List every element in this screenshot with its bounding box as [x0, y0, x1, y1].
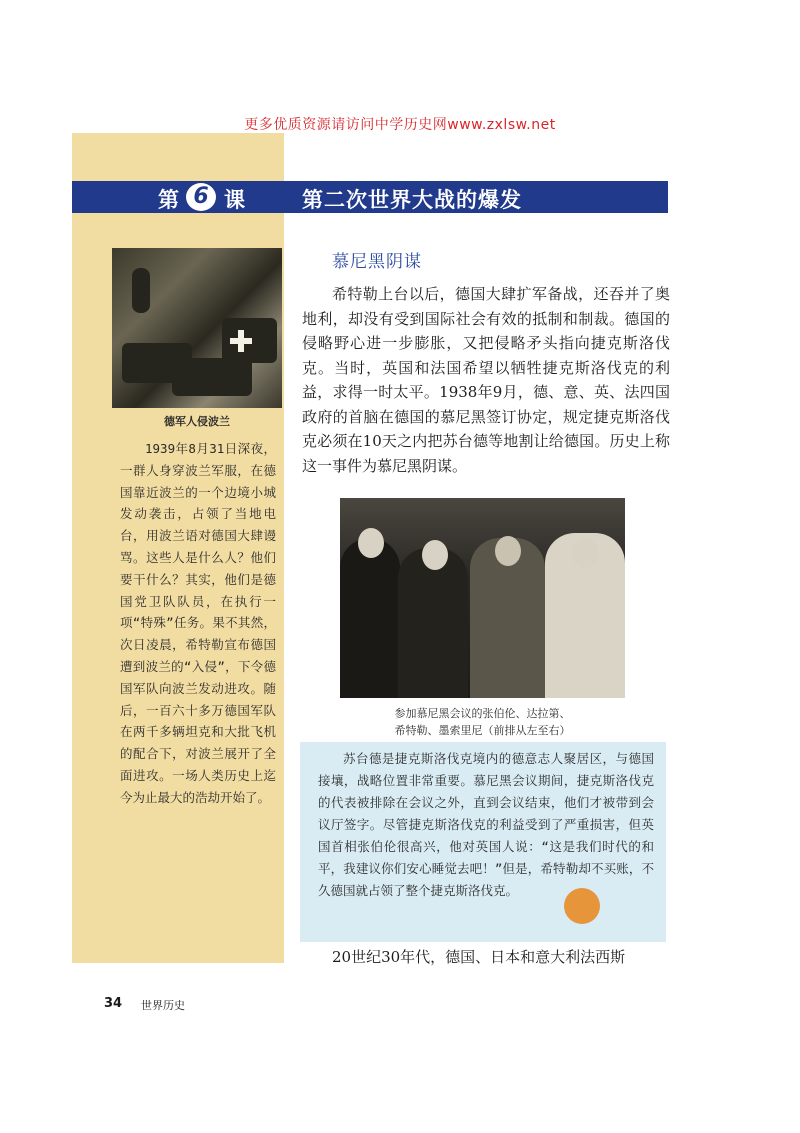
page-number: 34: [104, 996, 123, 1011]
stamp-logo: [564, 888, 600, 924]
german-invasion-photo: [112, 248, 282, 408]
info-box-text: 苏台德是捷克斯洛伐克境内的德意志人聚居区，与德国接壤，战略位置非常重要。慕尼黑会议期间，捷克斯洛伐克的代表被排除在会议之外，直到会议结束，他们才被带到会议厅签字。尽管捷克斯洛伐克的利益受到了严重损害，但英国首相张伯伦很高兴，他对英国人说：“这是我们时代的和平，我建议你们安心睡觉去吧！”但是，希特勒却不买账，不久德国就占领了整个捷克斯洛伐克。: [318, 751, 654, 898]
photo-caption-line-2: 希特勒、墨索里尼（前排从左至右）: [394, 724, 571, 737]
main-paragraph: 希特勒上台以后，德国大肆扩军备战，还吞并了奥地利，却没有受到国际社会有效的抵制和制裁。德国的侵略野心进一步膨胀，又把侵略矛头指向捷克斯洛伐克。当时，英国和法国希望以牺牲捷克斯洛伐克的利益，求得一时太平。1938年9月，德、意、英、法四国政府的首脑在德国的慕尼黑签订协定，规定捷克斯洛伐克必须在10天之内把苏台德等地割让给德国。历史上称这一事件为慕尼黑阴谋。: [302, 285, 670, 475]
lesson-title: 第二次世界大战的爆发: [302, 188, 522, 212]
lesson-suffix: 课: [224, 188, 245, 212]
lesson-number-badge: 6: [184, 181, 218, 213]
watermark-text: 更多优质资源请访问中学历史网www.zxlsw.net: [244, 117, 556, 133]
iron-cross-icon: [230, 330, 252, 352]
section-heading: 慕尼黑阴谋: [332, 252, 422, 272]
photo-caption-line-1: 参加慕尼黑会议的张伯伦、达拉第、: [394, 707, 571, 720]
sidebar-text: 1939年8月31日深夜，一群人身穿波兰军服，在德国靠近波兰的一个边境小城发动袭击，占领了当地电台，用波兰语对德国大肆谩骂。这些人是什么人？他们要干什么？其实，他们是德国党卫队队员，在执行一项“特殊”任务。果不其然，次日凌晨，希特勒宣布德国遭到波兰的“入侵”，下令德国军队向波兰发动进攻。随后，一百六十多万德国军队在两千多辆坦克和大批飞机的配合下，对波兰展开了全面进攻。一场人类历史上迄今为止最大的浩劫开始了。: [120, 441, 276, 805]
lesson-prefix: 第: [158, 188, 179, 212]
sidebar-panel: [72, 133, 284, 963]
munich-conference-photo: [340, 498, 625, 698]
continuation-line: 20世纪30年代，德国、日本和意大利法西斯: [332, 948, 626, 966]
book-title: 世界历史: [141, 999, 185, 1012]
munich-photo-caption: [340, 705, 625, 739]
sidebar-photo-caption: 德军人侵波兰: [164, 415, 230, 428]
